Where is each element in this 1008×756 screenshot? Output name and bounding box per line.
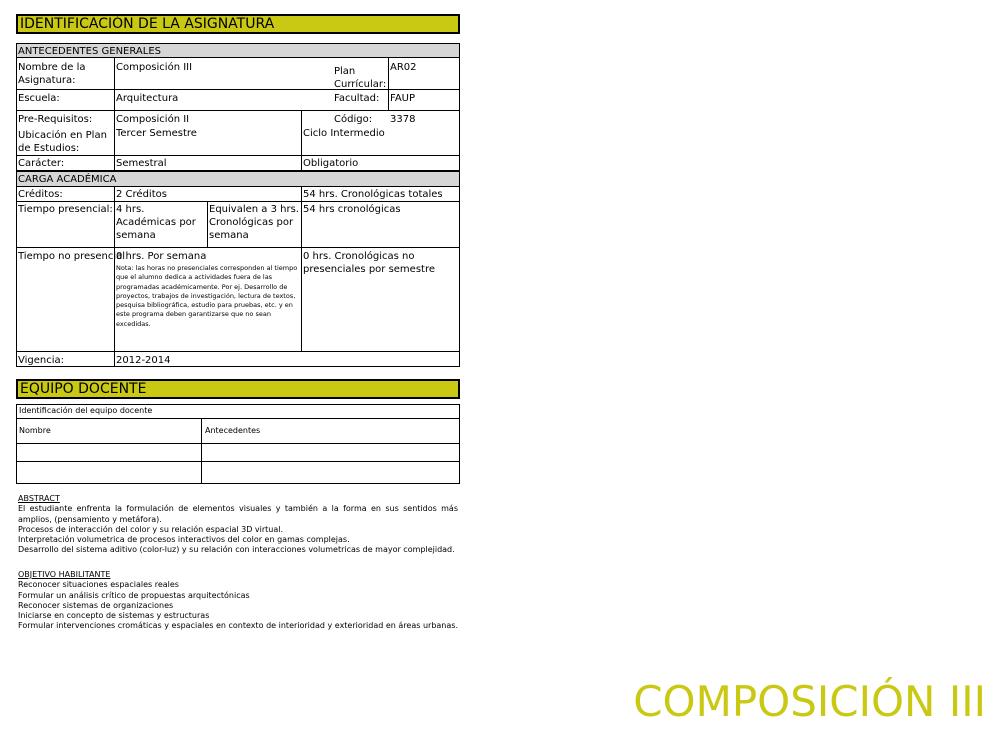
abstract-line: El estudiante enfrenta la formulación de elementos visuales y también a la forma en sus sentidos más amplios, (pensamiento y metáfora). (18, 504, 458, 524)
row-line (16, 247, 460, 248)
col-line (388, 58, 389, 110)
no-presencial-total: 0 hrs. Cronológicas no presenciales por semestre (303, 251, 436, 275)
abstract-section (18, 494, 458, 556)
codigo-value: 3378 (390, 114, 416, 125)
no-presencial-value: 0 hrs. Por semana (116, 251, 207, 262)
ubicacion-value: Tercer Semestre (116, 128, 197, 139)
ubicacion-label: Ubicación en Plan de Estudios: (18, 130, 107, 154)
section-identificacion-banner (16, 14, 460, 34)
objetivo-line: Reconocer situaciones espaciales reales (18, 580, 179, 590)
plan-value: AR02 (390, 62, 417, 73)
abstract-line: Desarrollo del sistema aditivo (color-luz) y su relación con interacciones volumetricas de mayor complejidad. (18, 545, 455, 555)
presencial-equiv: Equivalen a 3 hrs. Cronológicas por semana (209, 204, 299, 241)
caracter-value: Semestral (116, 158, 167, 169)
row-line (16, 201, 460, 202)
antecedentes-heading: ANTECEDENTES GENERALES (18, 46, 161, 57)
facultad-label: Facultad: (334, 93, 380, 104)
caracter-label: Carácter: (18, 158, 65, 169)
abstract-heading: ABSTRACT (18, 494, 60, 503)
objetivo-line: Formular intervenciones cromáticas y espaciales en contexto de interioridad y exterioridad en áreas urbanas. (18, 621, 458, 631)
ciclo-value: Ciclo Intermedio (303, 128, 385, 139)
escuela-label: Escuela: (18, 93, 60, 104)
presencial-value: 4 hrs. Académicas por semana (116, 204, 196, 241)
nombre-label: Nombre de la Asignatura: (18, 62, 86, 86)
objetivo-line: Reconocer sistemas de organizaciones (18, 600, 174, 610)
abstract-line: Procesos de interacción del color y su relación espacial 3D virtual. (18, 524, 284, 534)
section-identificacion-title: IDENTIFICACIÓN DE LA ASIGNATURA (20, 16, 275, 32)
col-line (114, 58, 115, 367)
objetivo-section (18, 570, 458, 632)
equipo-row-line (16, 418, 460, 419)
creditos-label: Créditos: (18, 189, 63, 200)
col-line (207, 201, 208, 247)
creditos-value: 2 Créditos (116, 189, 167, 200)
carga-heading: CARGA ACADÉMICA (18, 174, 117, 185)
section-equipo-banner (16, 379, 460, 399)
plan-label: Plan Currícular: (334, 66, 387, 90)
abstract-line: Interpretación volumetrica de procesos interactivos del color en gamas complejas. (18, 535, 350, 545)
escuela-value: Arquitectura (116, 93, 179, 104)
presencial-total: 54 hrs cronológicas (303, 204, 401, 215)
row-line (16, 351, 460, 352)
col-line (301, 110, 302, 351)
course-big-title: COMPOSICIÓN III (633, 677, 986, 726)
facultad-value: FAUP (390, 93, 416, 104)
section-equipo-title: EQUIPO DOCENTE (20, 381, 147, 397)
equipo-identificacion-label: Identificación del equipo docente (19, 406, 153, 415)
objetivo-heading: OBJETIVO HABILITANTE (18, 570, 111, 579)
equipo-col-nombre: Nombre (19, 426, 51, 435)
row-line (16, 110, 460, 111)
prereq-value: Composición II (116, 114, 190, 125)
prereq-label: Pre-Requisitos: (18, 114, 93, 125)
row-line (16, 155, 460, 156)
no-presencial-note: Nota: las horas no presenciales corresponden al tiempo que el alumno dedica a actividades fuera de las programadas académicamente. Por ej. Desarrollo de proyectos, trabajos de investigación, lectura de textos, pesquisa bibliográfica, estudio para pruebas, etc. y en este programa deben garantizarse que no sean excedidas. (116, 264, 298, 328)
equipo-row-line (16, 461, 460, 462)
equipo-col-line (201, 418, 202, 484)
nombre-value: Composición III (116, 62, 193, 73)
vigencia-label: Vigencia: (18, 355, 65, 366)
equipo-row-line (16, 443, 460, 444)
presencial-label: Tiempo presencial: (18, 204, 113, 215)
obligatorio-value: Obligatorio (303, 158, 359, 169)
codigo-label: Código: (334, 114, 373, 125)
creditos-total: 54 hrs. Cronológicas totales (303, 189, 443, 200)
no-presencial-label: Tiempo no presencial (18, 251, 126, 262)
vigencia-value: 2012-2014 (116, 355, 171, 366)
row-line (16, 89, 460, 90)
objetivo-line: Iniciarse en concepto de sistemas y estructuras (18, 611, 210, 621)
equipo-col-antecedentes: Antecedentes (205, 426, 261, 435)
objetivo-line: Formular un análisis crítico de propuestas arquitectónicas (18, 590, 250, 600)
